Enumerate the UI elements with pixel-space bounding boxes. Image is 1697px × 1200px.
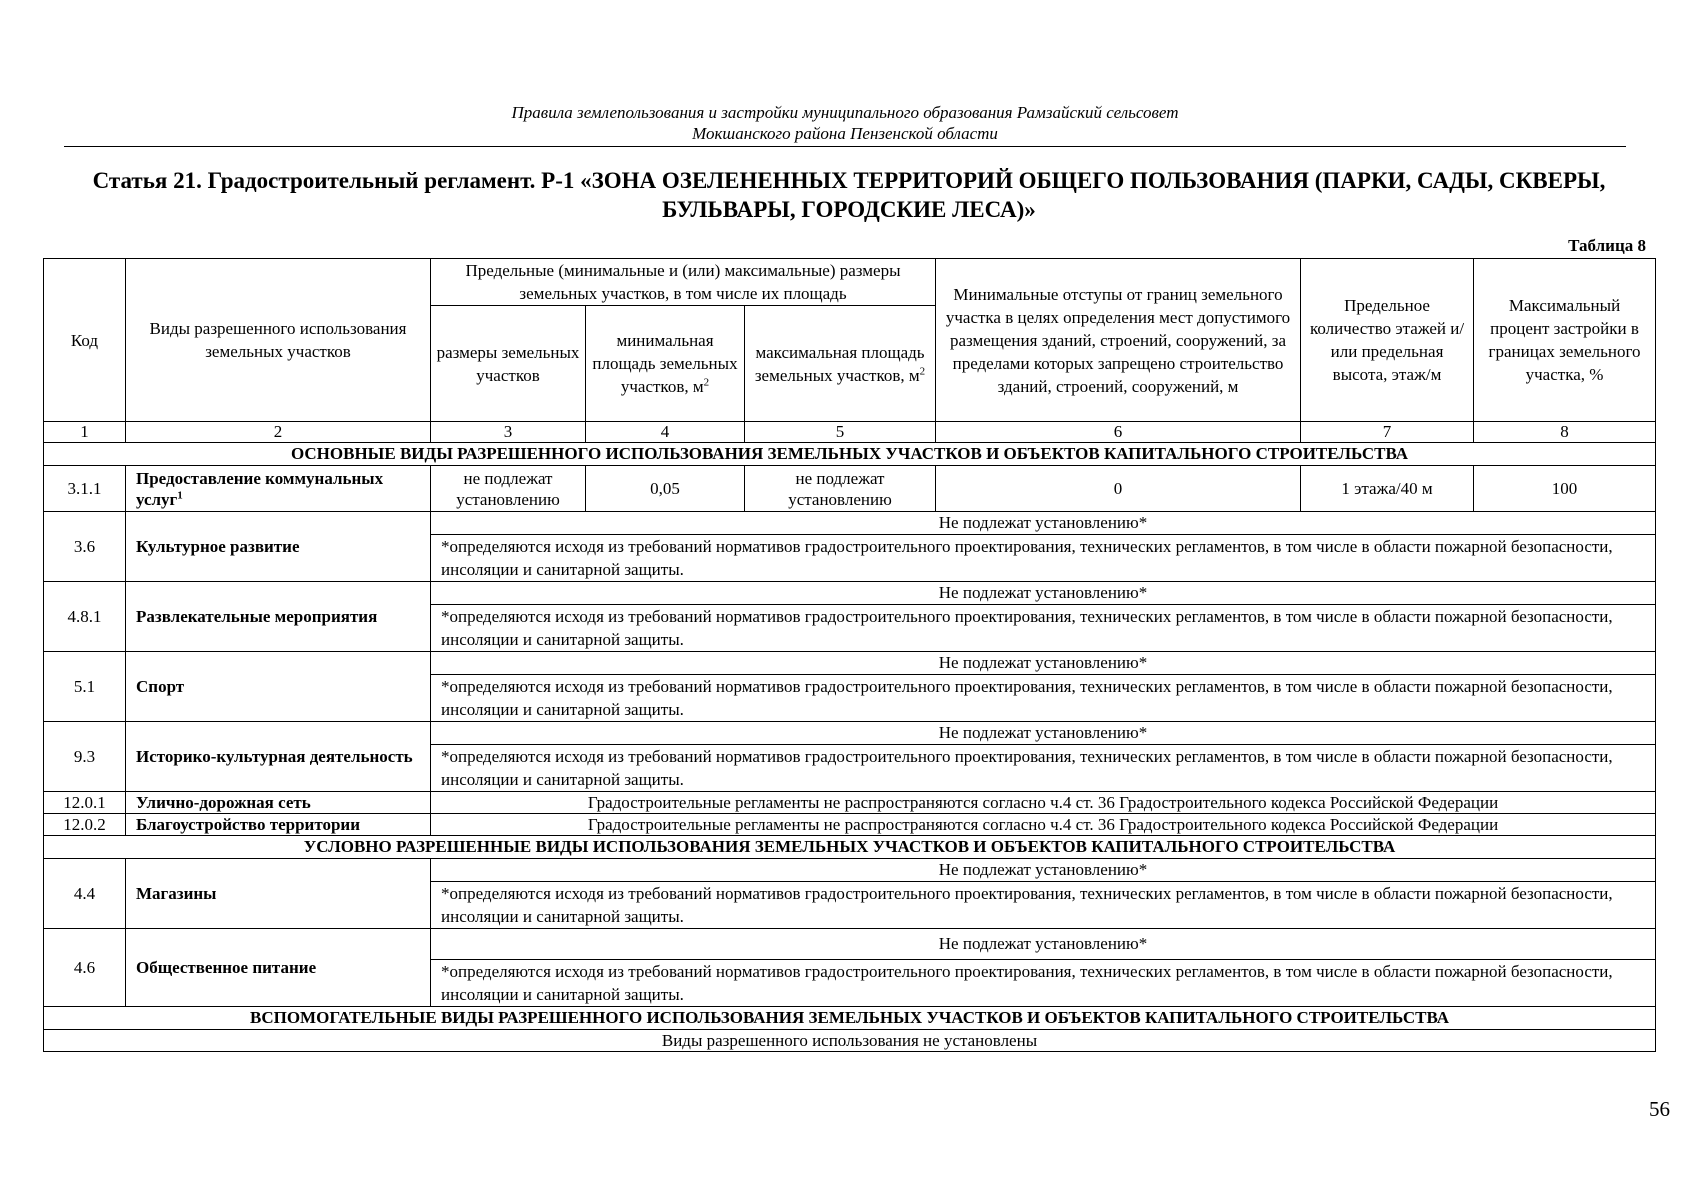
row-name: Развлекательные мероприятия <box>126 582 431 652</box>
article-title-line-1: Статья 21. Градостроительный регламент. Р-1 «ЗОНА ОЗЕЛЕНЕННЫХ ТЕРРИТОРИЙ ОБЩЕГО ПОЛЬЗОВАНИЯ (ПАРКИ, САДЫ, СКВЕРЫ, <box>92 168 1606 193</box>
not-subject-cell: Не подлежат установлению* <box>431 512 1656 535</box>
column-number: 2 <box>126 422 431 443</box>
row-code: 3.6 <box>44 512 126 582</box>
col-header-limits-group: Предельные (минимальные и (или) максимальные) размеры земельных участков, в том числе их площадь <box>431 259 936 306</box>
table-row <box>44 582 1656 605</box>
row-code: 12.0.1 <box>44 792 126 814</box>
column-number: 4 <box>586 422 745 443</box>
no-aux-cell: Виды разрешенного использования не установлены <box>44 1030 1656 1052</box>
table-caption: Таблица 8 <box>1568 236 1646 255</box>
row-name: Благоустройство территории <box>126 814 431 836</box>
row-coverage: 100 <box>1474 466 1656 512</box>
header-line-1: Правила землепользования и застройки муниципального образования Рамзайский сельсовет <box>511 103 1179 122</box>
not-subject-cell: Не подлежат установлению* <box>431 722 1656 745</box>
section-conditional <box>44 836 1656 859</box>
table-row <box>44 466 1656 512</box>
min-area-sup: 2 <box>703 376 710 389</box>
determined-note: *определяются исходя из требований нормативов градостроительного проектирования, технических регламентов, в том числе в области пожарной безопасности, инсоляции и санитарной защиты. <box>431 535 1656 582</box>
not-subject-cell: Не подлежат установлению* <box>431 652 1656 675</box>
determined-note: *определяются исходя из требований нормативов градостроительного проектирования, технических регламентов, в том числе в области пожарной безопасности, инсоляции и санитарной защиты. <box>431 745 1656 792</box>
row-name: Магазины <box>126 859 431 929</box>
row-min-area: 0,05 <box>586 466 745 512</box>
row-name <box>126 466 431 512</box>
header-line-2: Мокшанского района Пензенской области <box>692 124 998 143</box>
row-name: Культурное развитие <box>126 512 431 582</box>
table-row <box>44 929 1656 960</box>
not-subject-cell: Не подлежат установлению* <box>431 929 1656 960</box>
page-number: 56 <box>1649 1097 1670 1121</box>
row-name: Историко-культурная деятельность <box>126 722 431 792</box>
row-floors: 1 этажа/40 м <box>1301 466 1474 512</box>
column-number: 7 <box>1301 422 1474 443</box>
table-row <box>44 792 1656 814</box>
section-main-title: ОСНОВНЫЕ ВИДЫ РАЗРЕШЕННОГО ИСПОЛЬЗОВАНИЯ ЗЕМЕЛЬНЫХ УЧАСТКОВ И ОБЪЕКТОВ КАПИТАЛЬНОГО СТРОИТЕЛЬСТВА <box>44 443 1656 466</box>
article-title-line-2: БУЛЬВАРЫ, ГОРОДСКИЕ ЛЕСА)» <box>662 197 1036 222</box>
col-header-coverage: Максимальный процент застройки в границах земельного участка, % <box>1474 259 1656 422</box>
min-area-text: минимальная площадь земельных участков, м <box>592 331 738 396</box>
table-row <box>44 722 1656 745</box>
row-max-area: не подлежат установлению <box>745 466 936 512</box>
col-header-min-area <box>586 306 745 422</box>
footnote-marker: 1 <box>177 488 183 501</box>
determined-note: *определяются исходя из требований нормативов градостроительного проектирования, технических регламентов, в том числе в области пожарной безопасности, инсоляции и санитарной защиты. <box>431 605 1656 652</box>
section-auxiliary-title: ВСПОМОГАТЕЛЬНЫЕ ВИДЫ РАЗРЕШЕННОГО ИСПОЛЬЗОВАНИЯ ЗЕМЕЛЬНЫХ УЧАСТКОВ И ОБЪЕКТОВ КАПИТАЛЬНОГО СТРОИТЕЛЬСТВА <box>44 1007 1656 1030</box>
row-code: 12.0.2 <box>44 814 126 836</box>
column-number-row <box>44 422 1656 443</box>
row-code: 4.6 <box>44 929 126 1007</box>
row-sizes: не подлежат установлению <box>431 466 586 512</box>
article-title <box>44 166 1654 224</box>
not-applicable-cell: Градостроительные регламенты не распространяются согласно ч.4 ст. 36 Градостроительного кодекса Российской Федерации <box>431 814 1656 836</box>
section-conditional-title: УСЛОВНО РАЗРЕШЕННЫЕ ВИДЫ ИСПОЛЬЗОВАНИЯ ЗЕМЕЛЬНЫХ УЧАСТКОВ И ОБЪЕКТОВ КАПИТАЛЬНОГО СТРОИТЕЛЬСТВА <box>44 836 1656 859</box>
table-row <box>44 512 1656 535</box>
row-name: Спорт <box>126 652 431 722</box>
header-row-1 <box>44 259 1656 306</box>
max-area-text: максимальная площадь земельных участков, м <box>754 342 925 385</box>
column-number: 8 <box>1474 422 1656 443</box>
column-number: 3 <box>431 422 586 443</box>
table-row <box>44 859 1656 882</box>
table-row <box>44 814 1656 836</box>
row-code: 4.8.1 <box>44 582 126 652</box>
col-header-code: Код <box>44 259 126 422</box>
column-number: 1 <box>44 422 126 443</box>
row-name: Улично-дорожная сеть <box>126 792 431 814</box>
row-setbacks: 0 <box>936 466 1301 512</box>
determined-note: *определяются исходя из требований нормативов градостроительного проектирования, технических регламентов, в том числе в области пожарной безопасности, инсоляции и санитарной защиты. <box>431 960 1656 1007</box>
row-code: 9.3 <box>44 722 126 792</box>
row-code: 4.4 <box>44 859 126 929</box>
table-row <box>44 652 1656 675</box>
column-number: 5 <box>745 422 936 443</box>
col-header-max-area <box>745 306 936 422</box>
column-number: 6 <box>936 422 1301 443</box>
not-applicable-cell: Градостроительные регламенты не распространяются согласно ч.4 ст. 36 Градостроительного кодекса Российской Федерации <box>431 792 1656 814</box>
determined-note: *определяются исходя из требований нормативов градостроительного проектирования, технических регламентов, в том числе в области пожарной безопасности, инсоляции и санитарной защиты. <box>431 882 1656 929</box>
page-header <box>64 102 1626 147</box>
determined-note: *определяются исходя из требований нормативов градостроительного проектирования, технических регламентов, в том числе в области пожарной безопасности, инсоляции и санитарной защиты. <box>431 675 1656 722</box>
max-area-sup: 2 <box>919 364 926 377</box>
col-header-kind: Виды разрешенного использования земельных участков <box>126 259 431 422</box>
not-subject-cell: Не подлежат установлению* <box>431 582 1656 605</box>
row-name: Общественное питание <box>126 929 431 1007</box>
row-code: 5.1 <box>44 652 126 722</box>
row-name-text: Предоставление коммунальных услуг <box>136 468 384 509</box>
section-auxiliary <box>44 1007 1656 1030</box>
table-row <box>44 1030 1656 1052</box>
col-header-floors: Предельное количество этажей и/или предельная высота, этаж/м <box>1301 259 1474 422</box>
row-code: 3.1.1 <box>44 466 126 512</box>
section-main <box>44 443 1656 466</box>
col-header-sizes: размеры земельных участков <box>431 306 586 422</box>
not-subject-cell: Не подлежат установлению* <box>431 859 1656 882</box>
col-header-setbacks: Минимальные отступы от границ земельного участка в целях определения мест допустимого размещения зданий, строений, сооружений, за пределами которых запрещено строительство зданий, строений, сооружений, м <box>936 259 1301 422</box>
regulation-table <box>43 258 1656 1052</box>
